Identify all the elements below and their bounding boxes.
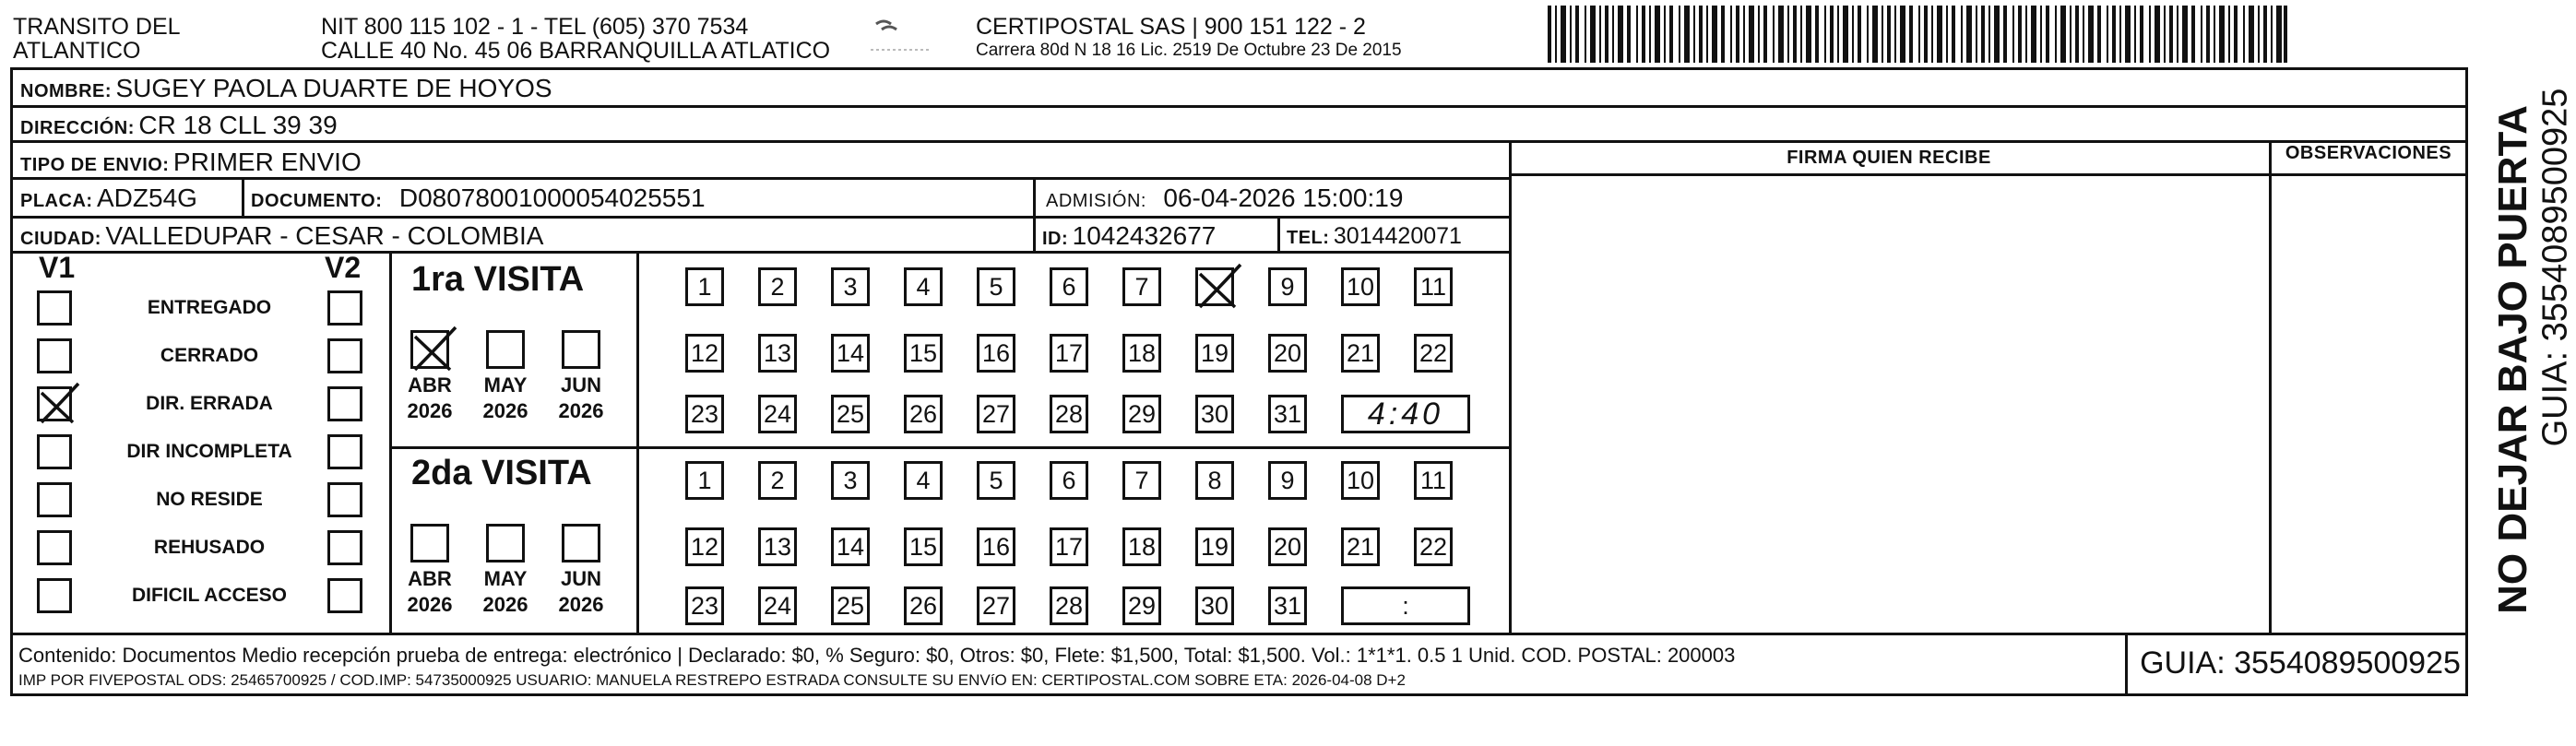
day-box[interactable]: 3	[831, 461, 870, 500]
documento-value: D08078001000054025551	[398, 184, 706, 212]
day-box[interactable]: 15	[904, 527, 943, 566]
day-box[interactable]: 28	[1050, 586, 1088, 625]
courier-info	[976, 15, 1402, 63]
tipo-value: PRIMER ENVIO	[172, 148, 362, 176]
day-box[interactable]: 3	[831, 267, 870, 306]
day-box[interactable]: 29	[1122, 395, 1161, 433]
v2-checkbox[interactable]	[327, 530, 362, 565]
month-year: 2026	[407, 399, 453, 422]
id-label: ID:	[1042, 229, 1069, 249]
month-label	[544, 373, 618, 424]
day-box[interactable]: 24	[758, 586, 797, 625]
v2-checkbox[interactable]	[327, 386, 362, 421]
day-box[interactable]: 12	[685, 334, 724, 373]
day-box[interactable]: 12	[685, 527, 724, 566]
v2-checkbox[interactable]	[327, 482, 362, 517]
day-box[interactable]: 4	[904, 461, 943, 500]
nombre-row	[20, 74, 552, 103]
month-label	[544, 566, 618, 618]
month-year: 2026	[558, 399, 604, 422]
day-box[interactable]: 2	[758, 267, 797, 306]
day-box[interactable]: 8	[1195, 461, 1234, 500]
month-label	[469, 566, 542, 618]
id-row	[1042, 221, 1216, 251]
day-box[interactable]: 13	[758, 334, 797, 373]
day-box[interactable]: 25	[831, 395, 870, 433]
admision-row	[1046, 184, 1403, 213]
time-value: 4:40	[1367, 396, 1444, 432]
courier-logo-icon	[867, 13, 950, 59]
month-checkbox[interactable]	[486, 330, 525, 369]
day-box[interactable]: 31	[1268, 395, 1307, 433]
month-label	[393, 566, 467, 618]
day-box[interactable]: 22	[1414, 334, 1453, 373]
day-box[interactable]: 9	[1268, 267, 1307, 306]
day-box[interactable]: 5	[977, 461, 1015, 500]
month-name: JUN	[560, 567, 601, 590]
month-checkbox[interactable]	[562, 524, 600, 562]
month-checkbox[interactable]	[410, 524, 449, 562]
placa-row	[20, 184, 197, 213]
time-box[interactable]	[1341, 395, 1470, 433]
ciudad-label: CIUDAD:	[20, 229, 101, 249]
documento-row	[251, 184, 706, 213]
month-checkbox[interactable]	[410, 330, 449, 369]
check-mark-icon	[1198, 270, 1237, 309]
day-box[interactable]: 14	[831, 334, 870, 373]
admision-value: 06-04-2026 15:00:19	[1163, 184, 1404, 212]
time-box[interactable]	[1341, 586, 1470, 625]
company-line2: ATLANTICO	[13, 38, 141, 64]
day-box[interactable]: 15	[904, 334, 943, 373]
admision-label: ADMISIÓN:	[1046, 191, 1146, 211]
courier-line: CERTIPOSTAL SAS | 900 151 122 - 2	[976, 14, 1366, 40]
day-box[interactable]: 10	[1341, 461, 1380, 500]
ciudad-row	[20, 221, 543, 251]
nit-line: NIT 800 115 102 - 1 - TEL (605) 370 7534	[321, 14, 749, 40]
day-box[interactable]: 6	[1050, 461, 1088, 500]
second-visit-title: 2da VISITA	[411, 454, 592, 492]
placa-label: PLACA:	[20, 191, 93, 211]
company-info	[321, 15, 830, 63]
day-box[interactable]: 16	[977, 334, 1015, 373]
day-box[interactable]: 22	[1414, 527, 1453, 566]
day-box[interactable]: 18	[1122, 334, 1161, 373]
month-name: MAY	[483, 373, 528, 397]
month-year: 2026	[558, 593, 604, 616]
day-box[interactable]: 9	[1268, 461, 1307, 500]
v2-checkbox[interactable]	[327, 290, 362, 326]
reason-label: DIFICIL ACCESO	[131, 585, 287, 606]
v2-label: V2	[325, 251, 362, 284]
month-year: 2026	[482, 593, 528, 616]
reason-label: ENTREGADO	[147, 297, 272, 318]
tipo-label: TIPO DE ENVIO:	[20, 155, 170, 175]
tel-row	[1287, 223, 1462, 250]
month-checkbox[interactable]	[562, 330, 600, 369]
side-guia-text: GUIA: 3554089500925	[2535, 88, 2575, 447]
no-dejar-text: NO DEJAR BAJO PUERTA	[2490, 105, 2535, 614]
month-label	[393, 373, 467, 424]
day-box[interactable]: 7	[1122, 267, 1161, 306]
day-box[interactable]: 24	[758, 395, 797, 433]
first-visit-title: 1ra VISITA	[411, 260, 585, 299]
month-checkbox[interactable]	[486, 524, 525, 562]
day-box[interactable]: 17	[1050, 334, 1088, 373]
day-box[interactable]: 25	[831, 586, 870, 625]
observaciones-label: OBSERVACIONES	[2285, 143, 2452, 163]
reason-label: DIR. ERRADA	[146, 393, 273, 414]
imp-line: IMP POR FIVEPOSTAL ODS: 25465700925 / COD.IMP: 54735000925 USUARIO: MANUELA RESTREPO ESTRADA CONSULTE SU ENVíO EN: CERTIPOSTAL.COM SOBRE ETA: 2026-04-08 D+2	[18, 671, 1406, 689]
day-box[interactable]: 4	[904, 267, 943, 306]
firma-label: FIRMA QUIEN RECIBE	[1787, 148, 1991, 168]
day-box[interactable]: 31	[1268, 586, 1307, 625]
day-box[interactable]: 10	[1341, 267, 1380, 306]
month-label	[469, 373, 542, 424]
day-box[interactable]: 23	[685, 395, 724, 433]
direccion-label: DIRECCIÓN:	[20, 118, 135, 138]
reason-label: REHUSADO	[153, 537, 266, 558]
tel-value: 3014420071	[1333, 223, 1462, 249]
footer-guia: GUIA: 3554089500925	[2140, 645, 2461, 681]
day-box[interactable]: 17	[1050, 527, 1088, 566]
day-box[interactable]: 14	[831, 527, 870, 566]
day-box[interactable]: 26	[904, 586, 943, 625]
barcode	[1548, 6, 2287, 63]
day-box[interactable]: 21	[1341, 527, 1380, 566]
address-line: CALLE 40 No. 45 06 BARRANQUILLA ATLATICO	[321, 38, 831, 64]
reason-label: DIR INCOMPLETA	[126, 441, 292, 462]
day-box[interactable]: 23	[685, 586, 724, 625]
nombre-label: NOMBRE:	[20, 81, 113, 101]
v2-checkbox[interactable]	[327, 338, 362, 373]
day-box[interactable]: 27	[977, 395, 1015, 433]
day-box[interactable]: 1	[685, 267, 724, 306]
check-mark-icon	[413, 333, 452, 372]
tipo-row	[20, 148, 362, 177]
day-box[interactable]: 20	[1268, 527, 1307, 566]
placa-value: ADZ54G	[97, 184, 197, 212]
v1-label: V1	[39, 251, 76, 284]
day-box[interactable]: 26	[904, 395, 943, 433]
month-name: ABR	[408, 373, 452, 397]
month-name: ABR	[408, 567, 452, 590]
id-value: 1042432677	[1072, 221, 1217, 250]
day-box[interactable]: 7	[1122, 461, 1161, 500]
day-box[interactable]: 21	[1341, 334, 1380, 373]
month-year: 2026	[407, 593, 453, 616]
company-name	[13, 15, 181, 63]
direccion-value: CR 18 CLL 39 39	[138, 111, 338, 139]
v2-checkbox[interactable]	[327, 578, 362, 613]
day-box[interactable]: 5	[977, 267, 1015, 306]
day-box[interactable]: 1	[685, 461, 724, 500]
day-box[interactable]	[1195, 267, 1234, 306]
nombre-value: SUGEY PAOLA DUARTE DE HOYOS	[115, 74, 552, 102]
day-box[interactable]: 30	[1195, 395, 1234, 433]
day-box[interactable]: 28	[1050, 395, 1088, 433]
month-year: 2026	[482, 399, 528, 422]
day-box[interactable]: 16	[977, 527, 1015, 566]
day-box[interactable]: 30	[1195, 586, 1234, 625]
day-box[interactable]: 2	[758, 461, 797, 500]
company-line1: TRANSITO DEL	[13, 14, 181, 40]
day-box[interactable]: 19	[1195, 527, 1234, 566]
side-notice	[2473, 74, 2575, 645]
courier-address-line: Carrera 80d N 18 16 Lic. 2519 De Octubre 23 De 2015	[976, 41, 1402, 60]
month-name: MAY	[483, 567, 528, 590]
day-box[interactable]: 18	[1122, 527, 1161, 566]
month-name: JUN	[560, 373, 601, 397]
direccion-row	[20, 111, 338, 140]
time-value: :	[1402, 591, 1409, 620]
day-box[interactable]: 20	[1268, 334, 1307, 373]
day-box[interactable]: 13	[758, 527, 797, 566]
documento-label: DOCUMENTO:	[251, 191, 383, 211]
day-box[interactable]: 29	[1122, 586, 1161, 625]
day-box[interactable]: 11	[1414, 461, 1453, 500]
reason-label: NO RESIDE	[156, 489, 263, 510]
day-box[interactable]: 19	[1195, 334, 1234, 373]
day-box[interactable]: 27	[977, 586, 1015, 625]
v2-checkbox[interactable]	[327, 434, 362, 469]
tel-label: TEL:	[1287, 228, 1330, 248]
day-box[interactable]: 6	[1050, 267, 1088, 306]
contenido-line: Contenido: Documentos Medio recepción prueba de entrega: electrónico | Declarado: $0, % Seguro: $0, Otros: $0, Flete: $1,500, Total: $1,500. Vol.: 1*1*1. 0.5 1 Unid. COD. POSTAL: 200003	[18, 644, 1736, 667]
day-box[interactable]: 11	[1414, 267, 1453, 306]
ciudad-value: VALLEDUPAR - CESAR - COLOMBIA	[105, 221, 544, 250]
reason-label: CERRADO	[160, 345, 259, 366]
